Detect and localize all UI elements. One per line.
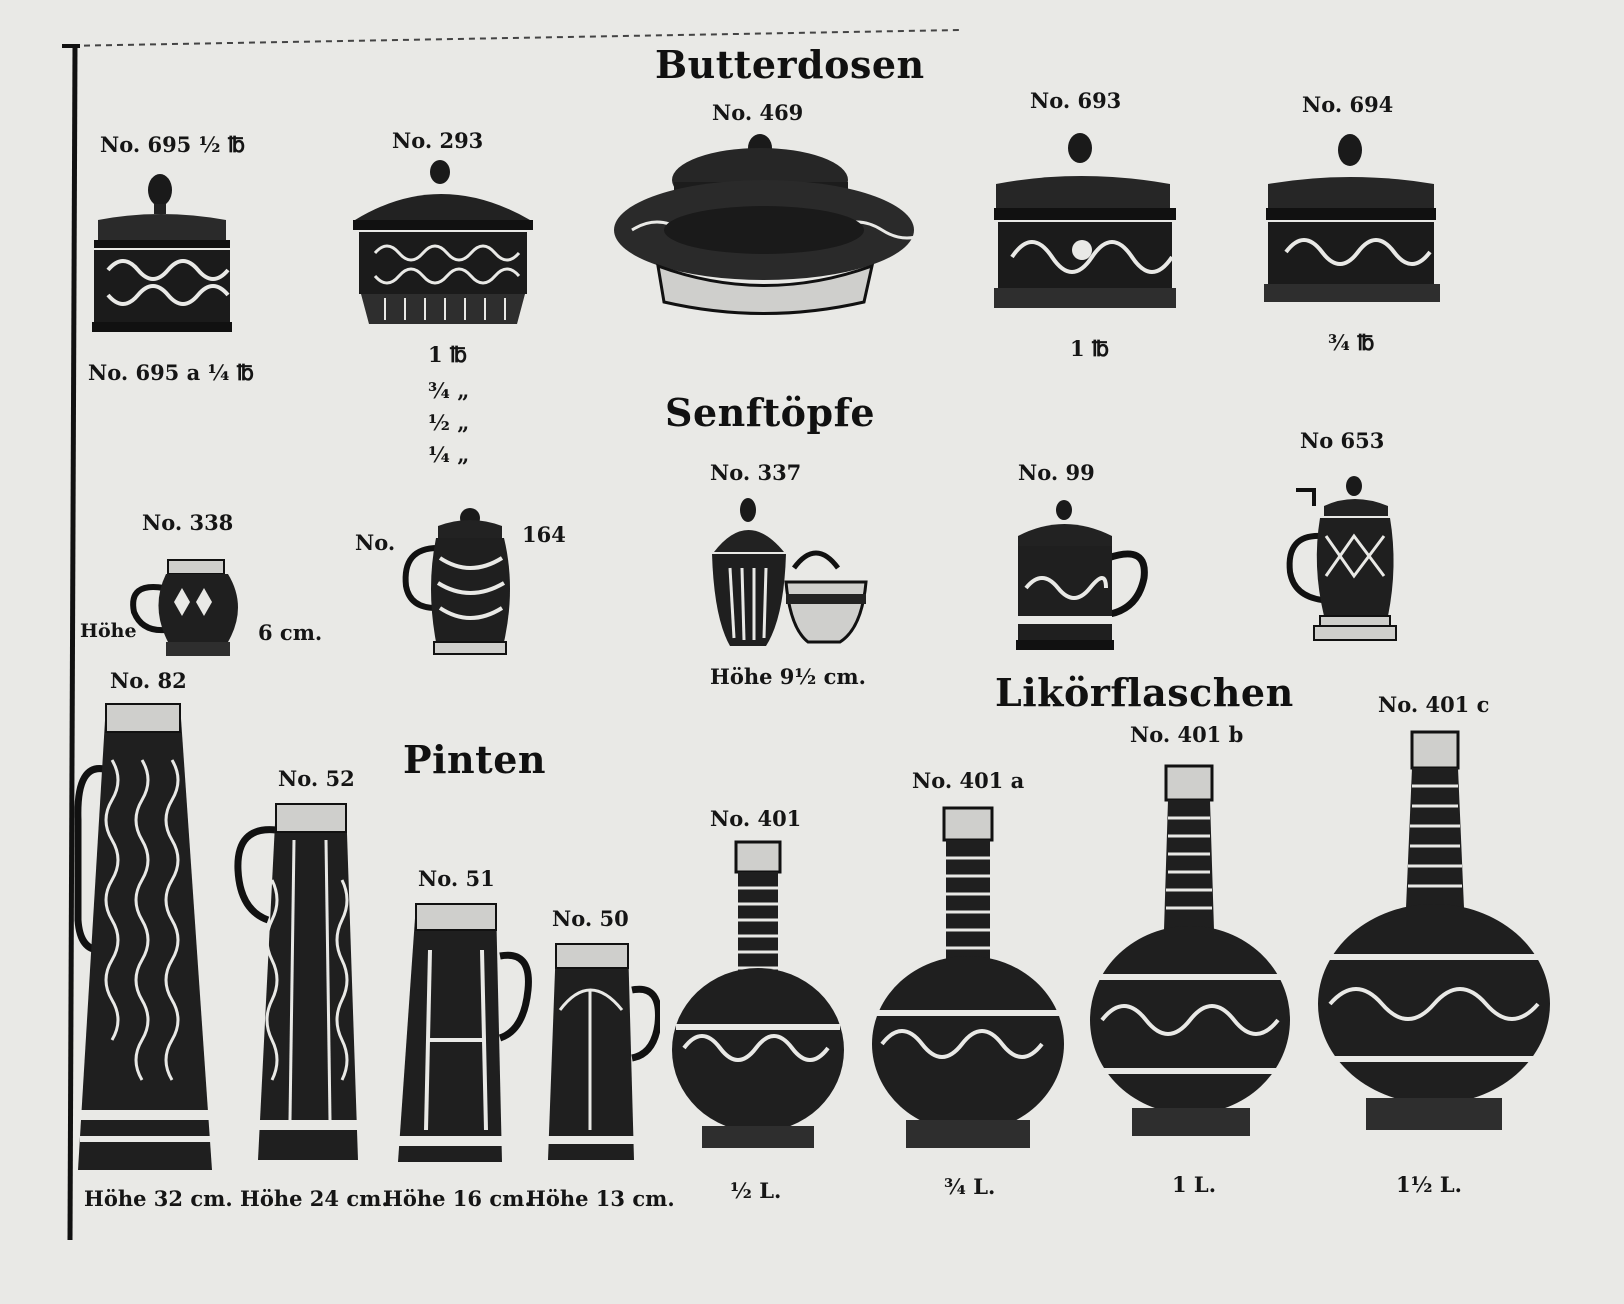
label-401c-vol: 1½ L. xyxy=(1396,1172,1462,1197)
liqueur-bottle-401-illustration xyxy=(672,838,852,1158)
butter-dish-469-illustration xyxy=(612,130,922,330)
label-no-50: No. 50 xyxy=(552,906,629,931)
label-no-52: No. 52 xyxy=(278,766,355,791)
label-51-hoehe: Höhe 16 cm. xyxy=(383,1186,532,1211)
label-52-hoehe: Höhe 24 cm. xyxy=(240,1186,389,1211)
label-693-size: 1 ℔ xyxy=(1070,336,1110,361)
heading-butterdosen: Butterdosen xyxy=(655,42,925,87)
liqueur-bottle-401b-illustration xyxy=(1088,762,1294,1144)
label-401-vol: ½ L. xyxy=(730,1178,782,1203)
label-no-693: No. 693 xyxy=(1030,88,1122,113)
butter-dish-695-illustration xyxy=(88,170,248,340)
label-no-51: No. 51 xyxy=(418,866,495,891)
label-no-401a: No. 401 a xyxy=(912,768,1025,793)
label-293-size-4: ¼ „ xyxy=(428,442,470,467)
mustard-pot-338-illustration xyxy=(124,552,254,662)
tankard-51-illustration xyxy=(396,900,532,1162)
heading-pinten: Pinten xyxy=(403,737,546,782)
tankard-50-illustration xyxy=(544,940,660,1160)
mustard-pot-164-illustration xyxy=(400,508,530,660)
heading-senftoepfe: Senftöpfe xyxy=(665,390,876,435)
mustard-pot-337-illustration xyxy=(706,498,872,652)
label-293-size-1: 1 ℔ xyxy=(428,342,468,367)
label-no-469: No. 469 xyxy=(712,100,804,125)
label-338-cm: 6 cm. xyxy=(258,620,323,645)
butter-dish-694-illustration xyxy=(1262,132,1452,316)
tankard-52-illustration xyxy=(232,800,372,1160)
label-no-401: No. 401 xyxy=(710,806,802,831)
liqueur-bottle-401c-illustration xyxy=(1314,728,1554,1140)
liqueur-bottle-401a-illustration xyxy=(868,804,1068,1158)
label-no-337: No. 337 xyxy=(710,460,802,485)
label-401b-vol: 1 L. xyxy=(1172,1172,1216,1197)
mustard-pot-653-illustration xyxy=(1284,476,1410,646)
label-no-401b: No. 401 b xyxy=(1130,722,1244,747)
label-82-hoehe: Höhe 32 cm. xyxy=(84,1186,233,1211)
label-338-hoehe: Höhe xyxy=(80,620,137,642)
label-no-695: No. 695 ½ ℔ xyxy=(100,132,245,157)
label-no-293: No. 293 xyxy=(392,128,484,153)
label-no-401c: No. 401 c xyxy=(1378,692,1490,717)
tankard-82-illustration xyxy=(72,700,232,1170)
label-no-164-number: 164 xyxy=(522,522,566,547)
label-no-164-prefix: No. xyxy=(355,530,396,555)
label-401a-vol: ¾ L. xyxy=(944,1174,996,1199)
label-no-653: No 653 xyxy=(1300,428,1385,453)
label-no-99: No. 99 xyxy=(1018,460,1095,485)
label-no-82: No. 82 xyxy=(110,668,187,693)
mustard-pot-99-illustration xyxy=(1012,498,1148,650)
label-50-hoehe: Höhe 13 cm. xyxy=(526,1186,675,1211)
label-no-694: No. 694 xyxy=(1302,92,1394,117)
label-no-338: No. 338 xyxy=(142,510,234,535)
butter-dish-293-illustration xyxy=(345,158,545,338)
label-293-size-3: ½ „ xyxy=(428,410,470,435)
heading-likoerflaschen: Likörflaschen xyxy=(995,670,1294,715)
label-no-695a: No. 695 a ¼ ℔ xyxy=(88,360,254,385)
label-293-size-2: ¾ „ xyxy=(428,378,470,403)
butter-dish-693-illustration xyxy=(990,132,1186,322)
label-694-size: ¾ ℔ xyxy=(1328,330,1375,355)
label-337-hoehe: Höhe 9½ cm. xyxy=(710,664,866,689)
